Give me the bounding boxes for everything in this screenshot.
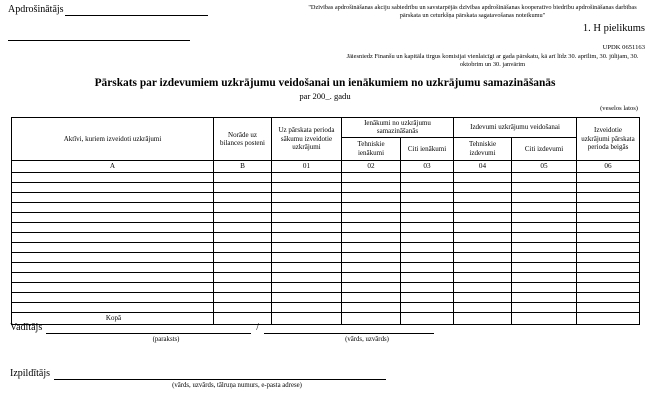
manager-name-line[interactable] xyxy=(264,322,434,334)
table-cell[interactable] xyxy=(401,252,454,262)
insurer-input-line-second[interactable] xyxy=(8,30,190,41)
table-cell[interactable] xyxy=(512,212,577,222)
table-cell[interactable] xyxy=(272,192,342,202)
table-row xyxy=(12,302,640,312)
table-cell[interactable] xyxy=(454,262,512,272)
table-cell[interactable] xyxy=(12,292,214,302)
table-row xyxy=(12,172,640,182)
table-cell[interactable] xyxy=(342,212,401,222)
col-header-closing-provisions: Izveidotie uzkrājumi pārskata perioda beigās xyxy=(577,118,640,161)
insurer-field-row xyxy=(8,4,208,16)
col-header-income-other: Citi ienākumi xyxy=(401,137,454,160)
col-header-balance-ref: Norāde uz bilances posteni xyxy=(214,118,272,161)
table-cell[interactable] xyxy=(577,282,640,292)
table-cell[interactable] xyxy=(342,222,401,232)
table-cell[interactable] xyxy=(342,172,401,182)
table-cell[interactable] xyxy=(12,172,214,182)
annex-reference: 1. H pielikums xyxy=(582,23,645,34)
manager-signature-row xyxy=(10,322,490,334)
table-cell[interactable] xyxy=(401,212,454,222)
table-cell[interactable] xyxy=(512,222,577,232)
table-cell[interactable] xyxy=(342,272,401,282)
table-cell[interactable] xyxy=(214,202,272,212)
preparer-caption: (vārds, uzvārds, tālruņa numurs, e-pasta adrese) xyxy=(172,382,302,389)
table-body xyxy=(12,172,640,312)
table-cell[interactable] xyxy=(12,192,214,202)
table-cell[interactable] xyxy=(512,252,577,262)
table-cell[interactable] xyxy=(342,252,401,262)
submission-note: Jāiesniedz Finanšu un kapitāla tirgus komisijai vienlaicīgi ar gada pārskatu, kā arī līdz 30. aprīlim, 30. jūlijam, 30. oktobrim un 30. janvārim xyxy=(346,53,639,69)
col-header-income-technical: Tehniskie ienākumi xyxy=(342,137,401,160)
total-cell-05[interactable] xyxy=(512,312,577,324)
table-cell[interactable] xyxy=(401,232,454,242)
updk-code: UPDK 0651163 xyxy=(602,44,645,51)
table-cell[interactable] xyxy=(272,212,342,222)
table-cell[interactable] xyxy=(401,182,454,192)
table-row xyxy=(12,192,640,202)
table-cell[interactable] xyxy=(214,292,272,302)
column-code: 06 xyxy=(577,160,640,172)
table-cell[interactable] xyxy=(214,212,272,222)
table-cell[interactable] xyxy=(401,282,454,292)
table-cell[interactable] xyxy=(12,252,214,262)
table-cell[interactable] xyxy=(342,232,401,242)
table-cell[interactable] xyxy=(454,232,512,242)
table-cell[interactable] xyxy=(272,272,342,282)
table-cell[interactable] xyxy=(342,302,401,312)
col-header-expenses-technical: Tehniskie izdevumi xyxy=(454,137,512,160)
table-cell[interactable] xyxy=(512,182,577,192)
table-cell[interactable] xyxy=(577,262,640,272)
table-cell[interactable] xyxy=(512,202,577,212)
table-cell[interactable] xyxy=(214,302,272,312)
table-cell[interactable] xyxy=(512,292,577,302)
column-code: A xyxy=(12,160,214,172)
total-label: Kopā xyxy=(12,312,214,324)
table-cell[interactable] xyxy=(512,232,577,242)
table-cell[interactable] xyxy=(214,252,272,262)
column-code: 05 xyxy=(512,160,577,172)
table-cell[interactable] xyxy=(401,292,454,302)
table-cell[interactable] xyxy=(577,192,640,202)
table-cell[interactable] xyxy=(12,222,214,232)
table-cell[interactable] xyxy=(512,302,577,312)
preparer-input-line[interactable] xyxy=(54,368,386,380)
report-table xyxy=(11,117,640,325)
table-cell[interactable] xyxy=(272,232,342,242)
table-cell[interactable] xyxy=(454,252,512,262)
table-cell[interactable] xyxy=(272,252,342,262)
table-cell[interactable] xyxy=(577,302,640,312)
manager-signature-block xyxy=(10,322,490,345)
column-code: 04 xyxy=(454,160,512,172)
table-cell[interactable] xyxy=(577,182,640,192)
col-header-expenses-group: Izdevumi uzkrājumu veidošanai xyxy=(454,118,577,138)
table-cell[interactable] xyxy=(401,222,454,232)
column-code: B xyxy=(214,160,272,172)
table-row xyxy=(12,262,640,272)
table-cell[interactable] xyxy=(342,182,401,192)
table-cell[interactable] xyxy=(214,232,272,242)
manager-captions xyxy=(10,334,490,345)
table-cell[interactable] xyxy=(214,242,272,252)
manager-name-caption: (vārds, uzvārds) xyxy=(345,336,389,343)
table-cell[interactable] xyxy=(454,192,512,202)
table-cell[interactable] xyxy=(12,242,214,252)
table-cell[interactable] xyxy=(401,202,454,212)
col-header-expenses-other: Citi izdevumi xyxy=(512,137,577,160)
table-header-row-top xyxy=(12,118,640,138)
table-cell[interactable] xyxy=(454,222,512,232)
page-subtitle: par 200_. gadu xyxy=(299,91,351,101)
table-cell[interactable] xyxy=(577,232,640,242)
table-cell[interactable] xyxy=(454,182,512,192)
table-cell[interactable] xyxy=(577,212,640,222)
preparer-signature-block xyxy=(10,368,490,391)
table-cell[interactable] xyxy=(12,232,214,242)
table-cell[interactable] xyxy=(342,262,401,272)
manager-signature-caption: (paraksts) xyxy=(152,336,180,343)
table-cell[interactable] xyxy=(214,262,272,272)
table-cell[interactable] xyxy=(401,242,454,252)
column-code: 03 xyxy=(401,160,454,172)
table-row xyxy=(12,232,640,242)
table-row xyxy=(12,282,640,292)
table-row xyxy=(12,222,640,232)
table-cell[interactable] xyxy=(342,282,401,292)
table-cell[interactable] xyxy=(401,192,454,202)
table-row xyxy=(12,292,640,302)
table-cell[interactable] xyxy=(12,262,214,272)
table-cell[interactable] xyxy=(12,182,214,192)
table-cell[interactable] xyxy=(454,202,512,212)
table-cell[interactable] xyxy=(272,292,342,302)
insurer-label: Apdrošinātājs xyxy=(8,4,64,15)
table-cell[interactable] xyxy=(12,272,214,282)
table-cell[interactable] xyxy=(214,282,272,292)
table-cell[interactable] xyxy=(454,282,512,292)
column-code: 01 xyxy=(272,160,342,172)
table-cell[interactable] xyxy=(512,282,577,292)
page-title: Pārskats par izdevumiem uzkrājumu veidošanai un ienākumiem no uzkrājumu samazināšanās xyxy=(94,77,556,89)
table-cell[interactable] xyxy=(512,242,577,252)
table-row xyxy=(12,212,640,222)
regulation-quote: "Dzīvības apdrošināšanas akciju sabiedrību un savstarpējās dzīvības apdrošināšanas kooperatīvo biedrību apdrošināšanas darbības pārskata un ceturkšņa pārskata sagatavošanas noteikumu" xyxy=(308,4,637,20)
table-cell[interactable] xyxy=(272,172,342,182)
table-row xyxy=(12,242,640,252)
table-cell[interactable] xyxy=(454,212,512,222)
table-cell[interactable] xyxy=(454,302,512,312)
table-cell[interactable] xyxy=(272,202,342,212)
table-cell[interactable] xyxy=(342,202,401,212)
total-cell-06[interactable] xyxy=(577,312,640,324)
units-note: (veselos latos) xyxy=(600,105,638,112)
table-cell[interactable] xyxy=(577,252,640,262)
insurer-block xyxy=(8,4,208,41)
table-cell[interactable] xyxy=(214,172,272,182)
table-cell[interactable] xyxy=(454,292,512,302)
table-cell[interactable] xyxy=(342,292,401,302)
table-cell[interactable] xyxy=(272,282,342,292)
table-cell[interactable] xyxy=(512,172,577,182)
table-cell[interactable] xyxy=(214,272,272,282)
table-cell[interactable] xyxy=(12,302,214,312)
col-header-opening-provisions: Uz pārskata perioda sākumu izveidotie uzkrājumi xyxy=(272,118,342,161)
table-cell[interactable] xyxy=(12,282,214,292)
table-cell[interactable] xyxy=(401,172,454,182)
table-cell[interactable] xyxy=(454,272,512,282)
table-cell[interactable] xyxy=(342,242,401,252)
table-cell[interactable] xyxy=(512,262,577,272)
table-cell[interactable] xyxy=(401,262,454,272)
manager-signature-line[interactable] xyxy=(46,322,251,334)
preparer-signature-row xyxy=(10,368,490,380)
signature-separator: / xyxy=(256,322,259,333)
preparer-captions xyxy=(10,380,490,391)
col-header-assets: Aktīvi, kuriem izveidoti uzkrājumi xyxy=(12,118,214,161)
table-cell[interactable] xyxy=(512,272,577,282)
table-row xyxy=(12,252,640,262)
table-cell[interactable] xyxy=(454,242,512,252)
table-row xyxy=(12,202,640,212)
table-cell[interactable] xyxy=(272,262,342,272)
table-cell[interactable] xyxy=(401,302,454,312)
table-cell[interactable] xyxy=(272,182,342,192)
table-cell[interactable] xyxy=(577,222,640,232)
manager-label: Vadītājs xyxy=(10,322,43,333)
table-cell[interactable] xyxy=(214,182,272,192)
table-cell[interactable] xyxy=(12,212,214,222)
table-cell[interactable] xyxy=(214,222,272,232)
table-header xyxy=(12,118,640,173)
table-cell[interactable] xyxy=(272,302,342,312)
table-cell[interactable] xyxy=(12,202,214,212)
table-cell[interactable] xyxy=(577,202,640,212)
table-cell[interactable] xyxy=(272,222,342,232)
preparer-label: Izpildītājs xyxy=(10,368,50,379)
table-cell[interactable] xyxy=(272,242,342,252)
table-cell[interactable] xyxy=(401,272,454,282)
table-cell[interactable] xyxy=(512,192,577,202)
table-row xyxy=(12,182,640,192)
insurer-input-line[interactable] xyxy=(65,5,208,16)
column-code-row xyxy=(12,160,640,172)
table-cell[interactable] xyxy=(577,242,640,252)
table-cell[interactable] xyxy=(577,272,640,282)
table-cell[interactable] xyxy=(214,192,272,202)
column-code: 02 xyxy=(342,160,401,172)
table-cell[interactable] xyxy=(342,192,401,202)
table-cell[interactable] xyxy=(577,172,640,182)
table-cell[interactable] xyxy=(454,172,512,182)
table-cell[interactable] xyxy=(577,292,640,302)
table-row xyxy=(12,272,640,282)
col-header-income-group: Ienākumi no uzkrājumu samazināšanās xyxy=(342,118,454,138)
